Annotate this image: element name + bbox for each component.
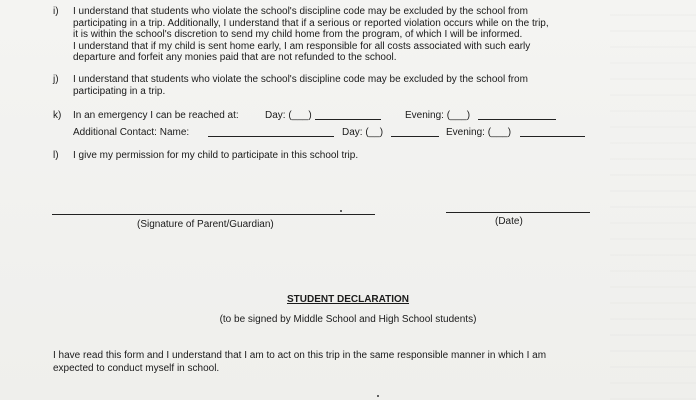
parent-signature-label: (Signature of Parent/Guardian) bbox=[137, 219, 274, 230]
clause-i-text bbox=[73, 6, 658, 64]
clause-k-marker: k) bbox=[53, 110, 62, 121]
clause-j-marker: j) bbox=[53, 74, 59, 85]
additional-contact-evening-field[interactable] bbox=[520, 127, 585, 137]
clause-i-line: departure and forfeit any monies paid that are not refunded to the school. bbox=[73, 52, 397, 63]
student-declaration-heading: STUDENT DECLARATION bbox=[286, 294, 410, 305]
speck-mark bbox=[377, 395, 379, 397]
student-declaration-text bbox=[53, 349, 613, 375]
clause-i-line: participating in a trip. Additionally, I understand that if a serious or reported violation occurs while on the trip, bbox=[73, 17, 549, 29]
student-declaration-line: expected to conduct myself in school. bbox=[53, 363, 220, 374]
emergency-evening-label: Evening: (___) bbox=[405, 110, 471, 121]
clause-i-marker: i) bbox=[53, 6, 59, 17]
clause-l-marker: l) bbox=[53, 150, 59, 161]
additional-contact-name-field[interactable] bbox=[208, 127, 334, 137]
date-label: (Date) bbox=[495, 216, 523, 227]
emergency-evening-field[interactable] bbox=[478, 110, 556, 120]
emergency-day-field[interactable] bbox=[315, 110, 381, 120]
additional-contact-label: Additional Contact: Name: bbox=[73, 127, 190, 138]
additional-contact-day-field[interactable] bbox=[391, 127, 439, 137]
student-declaration-line: I have read this form and I understand that I am to act on this trip in the same responsible manner in which I am bbox=[53, 350, 547, 361]
date-field[interactable] bbox=[446, 212, 590, 213]
clause-i-line: I understand that if my child is sent home early, I am responsible for all costs associated with such early bbox=[73, 40, 531, 52]
clause-j-text bbox=[73, 74, 658, 97]
emergency-day-label: Day: (___) bbox=[265, 110, 312, 121]
additional-contact-day-label: Day: (__) bbox=[342, 127, 384, 138]
clause-j-line: I understand that students who violate the school's discipline code may be excluded by the school from bbox=[73, 74, 528, 85]
clause-i-line: I understand that students who violate the school's discipline code may be excluded by the school from bbox=[73, 6, 528, 17]
student-declaration-subheading: (to be signed by Middle School and High School students) bbox=[219, 314, 477, 325]
parent-signature-field[interactable] bbox=[52, 214, 375, 215]
speck-mark bbox=[340, 210, 342, 212]
clause-k bbox=[53, 110, 613, 142]
clause-j-line: participating in a trip. bbox=[73, 85, 166, 97]
clause-i-line: it is within the school's discretion to send my child home from the program, of which I will be informed. bbox=[73, 29, 523, 40]
emergency-label: In an emergency I can be reached at: bbox=[73, 110, 239, 121]
clause-l-text: I give my permission for my child to participate in this school trip. bbox=[73, 150, 359, 161]
additional-contact-evening-label: Evening: (___) bbox=[446, 127, 512, 138]
